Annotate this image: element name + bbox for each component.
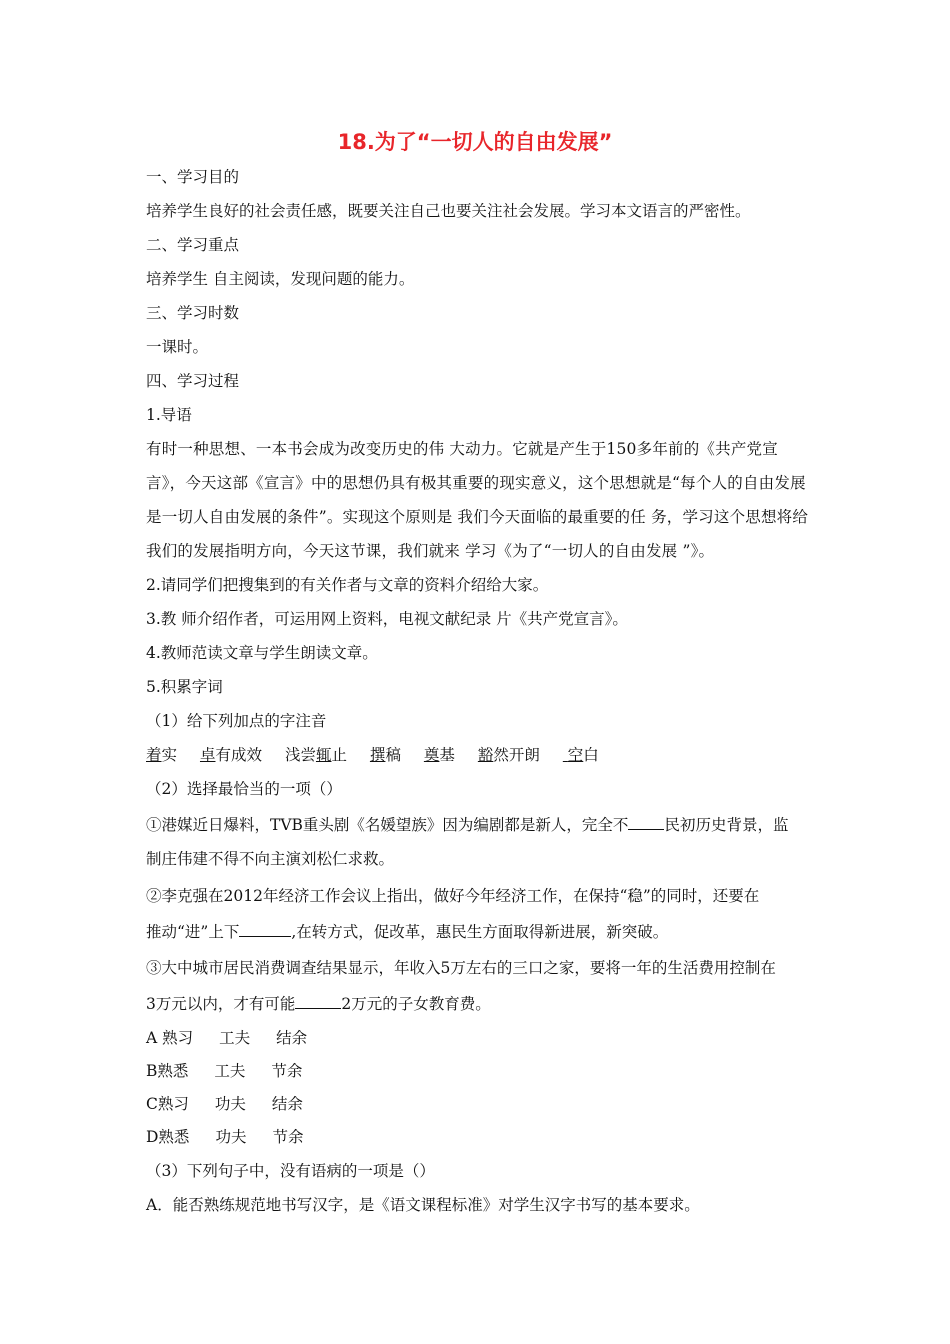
intro-paragraph-line: 是一切人自由发展的条件”。实现这个原则是 我们今天面临的最重要的任 务，学习这个思想将给 — [146, 508, 809, 526]
step-2: 2.请同学们把搜集到的有关作者与文章的资料介绍给大家。 — [146, 576, 549, 594]
word-item: 奠基 — [423, 746, 455, 764]
section-heading-process: 四、学习过程 — [146, 372, 240, 390]
word-item: 豁然开朗 — [477, 746, 540, 764]
section-body-focus: 培养学生 自主阅读，发现问题的能力。 — [146, 270, 415, 288]
item-3-line: ③大中城市居民消费调查结果显示，年收入5万左右的三口之家，要将一年的生活费用控制在 — [146, 959, 776, 977]
option-d: D熟悉 功夫 节余 — [146, 1128, 304, 1146]
section-body-hours: 一课时。 — [146, 338, 209, 356]
item-2-line: ②李克强在2012年经济工作会议上指出，做好今年经济工作，在保持“稳”的同时，还要在 — [146, 887, 760, 905]
fill-blank — [295, 994, 341, 1009]
word-item: 撰稿 — [369, 746, 401, 764]
intro-paragraph-line: 言》，今天这部《宣言》中的思想仍具有极其重要的现实意义，这个思想就是“每个人的自由发展 — [146, 474, 806, 492]
question-3: （3）下列句子中，没有语病的一项是（） — [146, 1162, 435, 1180]
option-c: C熟习 功夫 结余 — [146, 1095, 303, 1113]
fill-blank — [628, 815, 664, 830]
option-b: B熟悉 工夫 节余 — [146, 1062, 303, 1080]
section-heading-hours: 三、学习时数 — [146, 304, 240, 322]
item-2-line: 推动“进”上下 ,在转方式，促改革，惠民生方面取得新进展，新突破。 — [146, 923, 669, 941]
intro-paragraph-line: 有时一种思想、一本书会成为改变历史的伟 大动力。它就是产生于150多年前的《共产党宣 — [146, 440, 778, 458]
word-item: 空白 — [567, 746, 599, 764]
step-3: 3.教 师介绍作者，可运用网上资料，电视文献纪录 片《共产党宣言》。 — [146, 610, 628, 628]
section-heading-goals: 一、学习目的 — [146, 168, 240, 186]
word-list — [146, 745, 599, 765]
step-heading-intro: 1.导语 — [146, 406, 192, 424]
section-body-goals: 培养学生良好的社会责任感，既要关注自己也要关注社会发展。学习本文语言的严密性。 — [146, 202, 751, 220]
intro-paragraph-line: 我们的发展指明方向，今天这节课，我们就来 学习《为了“一切人的自由发展 ”》。 — [146, 542, 715, 560]
item-1-line: 制庄伟建不得不向主演刘松仁求救。 — [146, 850, 395, 868]
step-4: 4.教师范读文章与学生朗读文章。 — [146, 644, 378, 662]
document-title: 18.为了“一切人的自由发展” — [337, 130, 613, 154]
question-2: （2）选择最恰当的一项（） — [146, 780, 342, 798]
word-item: 卓有成效 — [199, 746, 262, 764]
step-5: 5.积累字词 — [146, 678, 223, 696]
item-3-line: 3万元以内，才有可能 2万元的子女教育费。 — [146, 995, 491, 1013]
item-1-line: ①港媒近日爆料，TVB重头剧《名媛望族》因为编剧都是新人，完全不 民初历史背景，监 — [146, 816, 789, 834]
word-item: 浅尝辄止 — [284, 746, 347, 764]
section-heading-focus: 二、学习重点 — [146, 236, 240, 254]
question-1: （1）给下列加点的字注音 — [146, 712, 327, 730]
word-item: 着实 — [146, 746, 178, 764]
question-3-option-a: A．能否熟练规范地书写汉字，是《语文课程标准》对学生汉字书写的基本要求。 — [146, 1196, 700, 1214]
option-a: A 熟习 工夫 结余 — [146, 1029, 308, 1047]
fill-blank — [239, 922, 291, 937]
